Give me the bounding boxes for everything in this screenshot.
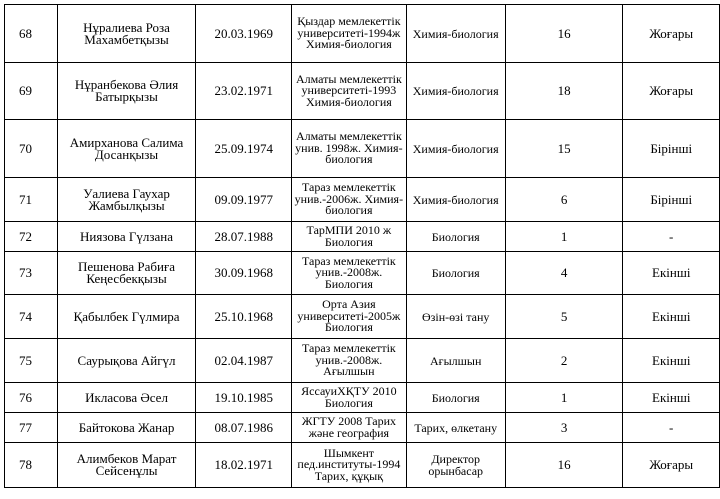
qualification-category-cell: Екінші <box>623 295 720 339</box>
qualification-category-cell: Бірінші <box>623 178 720 222</box>
birth-date-cell: 30.09.1968 <box>196 252 292 295</box>
table-row <box>5 383 720 413</box>
table-row <box>5 443 720 488</box>
birth-date-cell: 23.02.1971 <box>196 63 292 120</box>
teacher-name-cell: Нұранбекова Әлия Батырқызы <box>57 63 195 120</box>
experience-years-cell: 15 <box>505 120 623 178</box>
birth-date-cell: 08.07.1986 <box>196 413 292 443</box>
birth-date-cell: 20.03.1969 <box>196 5 292 63</box>
table-row <box>5 339 720 383</box>
experience-years-cell: 5 <box>505 295 623 339</box>
table-row <box>5 222 720 252</box>
experience-years-cell: 1 <box>505 222 623 252</box>
qualification-category-cell: Жоғары <box>623 63 720 120</box>
teacher-name-cell: Саурықова Айгүл <box>57 339 195 383</box>
experience-years-cell: 18 <box>505 63 623 120</box>
birth-date-cell: 25.09.1974 <box>196 120 292 178</box>
education-cell: ЖГТУ 2008 Тарих және география <box>292 413 406 443</box>
row-number-cell: 73 <box>5 252 58 295</box>
education-cell: ЯссауиХҚТУ 2010 Биология <box>292 383 406 413</box>
qualification-category-cell: Жоғары <box>623 443 720 488</box>
experience-years-cell: 16 <box>505 443 623 488</box>
teacher-name-cell: Уалиева Гаухар Жамбылқызы <box>57 178 195 222</box>
experience-years-cell: 6 <box>505 178 623 222</box>
row-number-cell: 78 <box>5 443 58 488</box>
row-number-cell: 71 <box>5 178 58 222</box>
table-row <box>5 120 720 178</box>
birth-date-cell: 19.10.1985 <box>196 383 292 413</box>
row-number-cell: 74 <box>5 295 58 339</box>
table-row <box>5 252 720 295</box>
qualification-category-cell: Бірінші <box>623 120 720 178</box>
specialty-cell: Өзін-өзі тану <box>406 295 505 339</box>
specialty-cell: Директор орынбасар <box>406 443 505 488</box>
birth-date-cell: 18.02.1971 <box>196 443 292 488</box>
table-row <box>5 63 720 120</box>
table-row <box>5 178 720 222</box>
experience-years-cell: 3 <box>505 413 623 443</box>
qualification-category-cell: Екінші <box>623 339 720 383</box>
qualification-category-cell: Жоғары <box>623 5 720 63</box>
row-number-cell: 76 <box>5 383 58 413</box>
birth-date-cell: 09.09.1977 <box>196 178 292 222</box>
row-number-cell: 68 <box>5 5 58 63</box>
experience-years-cell: 16 <box>505 5 623 63</box>
teacher-name-cell: Пешенова Рабиға Кеңесбекқызы <box>57 252 195 295</box>
birth-date-cell: 25.10.1968 <box>196 295 292 339</box>
row-number-cell: 69 <box>5 63 58 120</box>
teacher-name-cell: Нұралиева Роза Махамбетқызы <box>57 5 195 63</box>
teacher-name-cell: Қабылбек Гүлмира <box>57 295 195 339</box>
experience-years-cell: 2 <box>505 339 623 383</box>
education-cell: Тараз мемлекеттік унив.-2006ж. Химия-биология <box>292 178 406 222</box>
specialty-cell: Биология <box>406 383 505 413</box>
education-cell: Алматы мемлекеттік унив. 1998ж. Химия-биология <box>292 120 406 178</box>
qualification-category-cell: - <box>623 413 720 443</box>
qualification-category-cell: Екінші <box>623 252 720 295</box>
education-cell: Қыздар мемлекеттік университеті-1994ж Химия-биология <box>292 5 406 63</box>
staff-table <box>4 4 720 488</box>
experience-years-cell: 4 <box>505 252 623 295</box>
specialty-cell: Биология <box>406 222 505 252</box>
birth-date-cell: 28.07.1988 <box>196 222 292 252</box>
qualification-category-cell: - <box>623 222 720 252</box>
row-number-cell: 70 <box>5 120 58 178</box>
teacher-name-cell: Икласова Әсел <box>57 383 195 413</box>
row-number-cell: 72 <box>5 222 58 252</box>
teacher-name-cell: Алимбеков Марат Сейсенұлы <box>57 443 195 488</box>
specialty-cell: Химия-биология <box>406 63 505 120</box>
teacher-name-cell: Амирханова Салима Досанқызы <box>57 120 195 178</box>
specialty-cell: Ағылшын <box>406 339 505 383</box>
specialty-cell: Тарих, өлкетану <box>406 413 505 443</box>
education-cell: Алматы мемлекеттік университеті-1993 Химия-биология <box>292 63 406 120</box>
education-cell: Орта Азия университеті-2005ж Биология <box>292 295 406 339</box>
qualification-category-cell: Екінші <box>623 383 720 413</box>
teacher-name-cell: Ниязова Гүлзана <box>57 222 195 252</box>
birth-date-cell: 02.04.1987 <box>196 339 292 383</box>
specialty-cell: Химия-биология <box>406 120 505 178</box>
specialty-cell: Химия-биология <box>406 178 505 222</box>
specialty-cell: Биология <box>406 252 505 295</box>
table-row <box>5 5 720 63</box>
experience-years-cell: 1 <box>505 383 623 413</box>
teacher-name-cell: Байтокова Жанар <box>57 413 195 443</box>
row-number-cell: 77 <box>5 413 58 443</box>
education-cell: ТарМПИ 2010 ж Биология <box>292 222 406 252</box>
row-number-cell: 75 <box>5 339 58 383</box>
education-cell: Шымкент пед.институты-1994 Тарих, құқық <box>292 443 406 488</box>
education-cell: Тараз мемлекеттік унив.-2008ж. Ағылшын <box>292 339 406 383</box>
specialty-cell: Химия-биология <box>406 5 505 63</box>
education-cell: Тараз мемлекеттік унив.-2008ж. Биология <box>292 252 406 295</box>
table-row <box>5 413 720 443</box>
table-row <box>5 295 720 339</box>
